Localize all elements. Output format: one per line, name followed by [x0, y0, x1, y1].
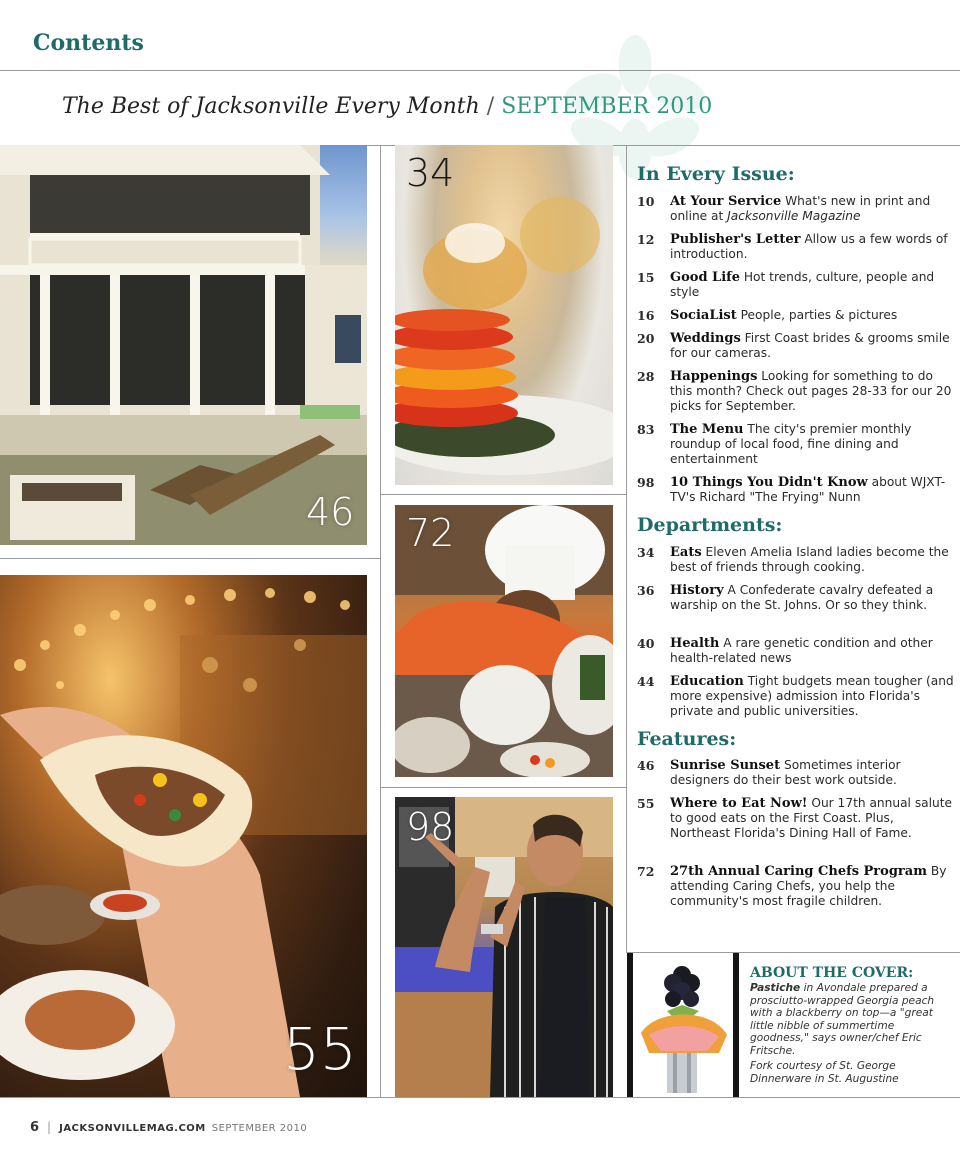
toc-entry[interactable] [637, 864, 955, 909]
entry-page: 16 [637, 308, 655, 323]
taco-page-number: 55 [283, 1015, 357, 1083]
entry-page: 98 [637, 475, 655, 490]
toc-entry[interactable] [637, 545, 955, 575]
entry-title: Eats [670, 545, 702, 560]
entry-desc: Sometimes interior designers do their best work outside. [670, 758, 901, 787]
entry-page: 36 [637, 583, 655, 598]
entry-page: 34 [637, 545, 655, 560]
entry-page: 20 [637, 331, 655, 346]
entry-title: At Your Service [670, 194, 782, 209]
kid-chef-photo[interactable] [395, 505, 613, 777]
entry-page: 44 [637, 674, 655, 689]
entry-desc: Tight budgets mean tougher (and more expensive) admission into Florida's private and public universities. [670, 674, 954, 718]
entry-page: 72 [637, 864, 655, 879]
entry-title: Publisher's Letter [670, 232, 801, 247]
entry-desc: Allow us a few words of introduction. [670, 232, 948, 261]
entry-desc: Looking for something to do this month? Check out pages 28-33 for our 20 picks for September. [670, 369, 952, 413]
toc-entry[interactable] [637, 331, 955, 361]
footer-page-number: 6 [30, 1120, 40, 1135]
house-photo[interactable] [0, 145, 367, 545]
entry-page: 12 [637, 232, 655, 247]
toc-entry[interactable] [637, 758, 955, 788]
entry-title: Happenings [670, 369, 758, 384]
cover-illustration [627, 953, 739, 1097]
page-footer [30, 1120, 307, 1135]
entry-title: SociaList [670, 308, 737, 323]
about-cover-text [750, 982, 950, 1058]
food-page-number: 34 [406, 151, 455, 195]
footer-site[interactable]: JACKSONVILLEMAG.COM [59, 1123, 206, 1134]
entry-desc: First Coast brides & grooms smile for our cameras. [670, 331, 950, 360]
food-stack-photo[interactable] [395, 145, 613, 485]
page-title: Contents [33, 30, 144, 56]
features-heading: Features: [637, 728, 737, 750]
toc-entry[interactable] [637, 796, 955, 841]
cover-thumbnail-photo[interactable] [627, 953, 739, 1097]
entry-page: 28 [637, 369, 655, 384]
about-cover-heading: ABOUT THE COVER: [750, 965, 914, 981]
entry-title: 27th Annual Caring Chefs Program [670, 864, 927, 879]
cover-credit: Fork courtesy of St. George Dinnerware in St. Augustine [750, 1060, 899, 1085]
entry-desc: A rare genetic condition and other health-related news [670, 636, 933, 665]
grid-rule-left-mid [0, 558, 381, 559]
issue-month: SEPTEMBER 2010 [501, 94, 713, 119]
entry-title: Sunrise Sunset [670, 758, 781, 773]
every-issue-heading: In Every Issue: [637, 163, 795, 185]
entry-desc: Our 17th annual salute to good eats on the First Coast. Plus, Northeast Florida's Dining Hall of Fame. [670, 796, 953, 840]
entry-desc: about WJXT-TV's Richard "The Frying" Nunn [670, 475, 946, 504]
entry-desc-italic: Jacksonville Magazine [727, 209, 861, 223]
subtitle-separator: / [486, 94, 495, 119]
entry-title: 10 Things You Didn't Know [670, 475, 868, 490]
issue-subtitle [62, 94, 712, 119]
subtitle-text: The Best of Jacksonville Every Month [62, 94, 480, 119]
grid-rule-mid-b [381, 787, 627, 788]
entry-title: Education [670, 674, 744, 689]
toc-entry[interactable] [637, 369, 955, 414]
entry-desc: A Confederate cavalry defeated a warship on the St. Johns. Or so they think. [670, 583, 934, 612]
toc-entry[interactable] [637, 583, 955, 613]
grid-rule-col2 [626, 145, 627, 953]
footer-date: SEPTEMBER 2010 [211, 1123, 308, 1134]
toc-entry[interactable] [637, 308, 955, 323]
entry-desc: Eleven Amelia Island ladies become the best of friends through cooking. [670, 545, 949, 574]
food-stack-illustration [395, 145, 613, 485]
toc-entry[interactable] [637, 270, 955, 300]
toc-entry[interactable] [637, 636, 955, 666]
entry-title: History [670, 583, 724, 598]
entry-title: Where to Eat Now! [670, 796, 808, 811]
man-page-number: 98 [406, 805, 455, 849]
entry-page: 15 [637, 270, 655, 285]
entry-page: 46 [637, 758, 655, 773]
toc-entry[interactable] [637, 232, 955, 262]
entry-title: The Menu [670, 422, 744, 437]
entry-desc: The city's premier monthly roundup of local food, fine dining and entertainment [670, 422, 912, 466]
toc-entry[interactable] [637, 674, 955, 719]
toc-entry[interactable] [637, 194, 955, 224]
house-illustration [0, 145, 367, 545]
entry-page: 10 [637, 194, 655, 209]
entry-desc: People, parties & pictures [740, 308, 898, 322]
grid-rule-mid-a [381, 494, 627, 495]
departments-heading: Departments: [637, 514, 783, 536]
grid-rule-col1 [380, 145, 381, 1098]
entry-page: 40 [637, 636, 655, 651]
entry-desc: By attending Caring Chefs, you help the community's most fragile children. [670, 864, 947, 908]
entry-page: 83 [637, 422, 655, 437]
toc-entry[interactable] [637, 475, 955, 505]
entry-page: 55 [637, 796, 655, 811]
footer-divider: | [47, 1120, 52, 1134]
house-page-number: 46 [306, 490, 355, 534]
entry-title: Health [670, 636, 720, 651]
kid-page-number: 72 [406, 511, 455, 555]
grid-rule-bottom [0, 1097, 960, 1098]
entry-title: Weddings [670, 331, 741, 346]
toc-entry[interactable] [637, 422, 955, 467]
header-rule [0, 70, 960, 71]
taco-photo[interactable] [0, 575, 367, 1097]
entry-desc: Hot trends, culture, people and style [670, 270, 935, 299]
entry-title: Good Life [670, 270, 741, 285]
man-chef-photo[interactable] [395, 797, 613, 1097]
cover-restaurant-name: Pastiche [750, 982, 801, 994]
cover-description: in Avondale prepared a prosciutto-wrapped Georgia peach with a blackberry on top—a "great little nibble of summertime goodness," says owner/chef Eric Fritsche. [750, 982, 935, 1057]
entry-desc: What's new in print and online at [670, 194, 931, 223]
